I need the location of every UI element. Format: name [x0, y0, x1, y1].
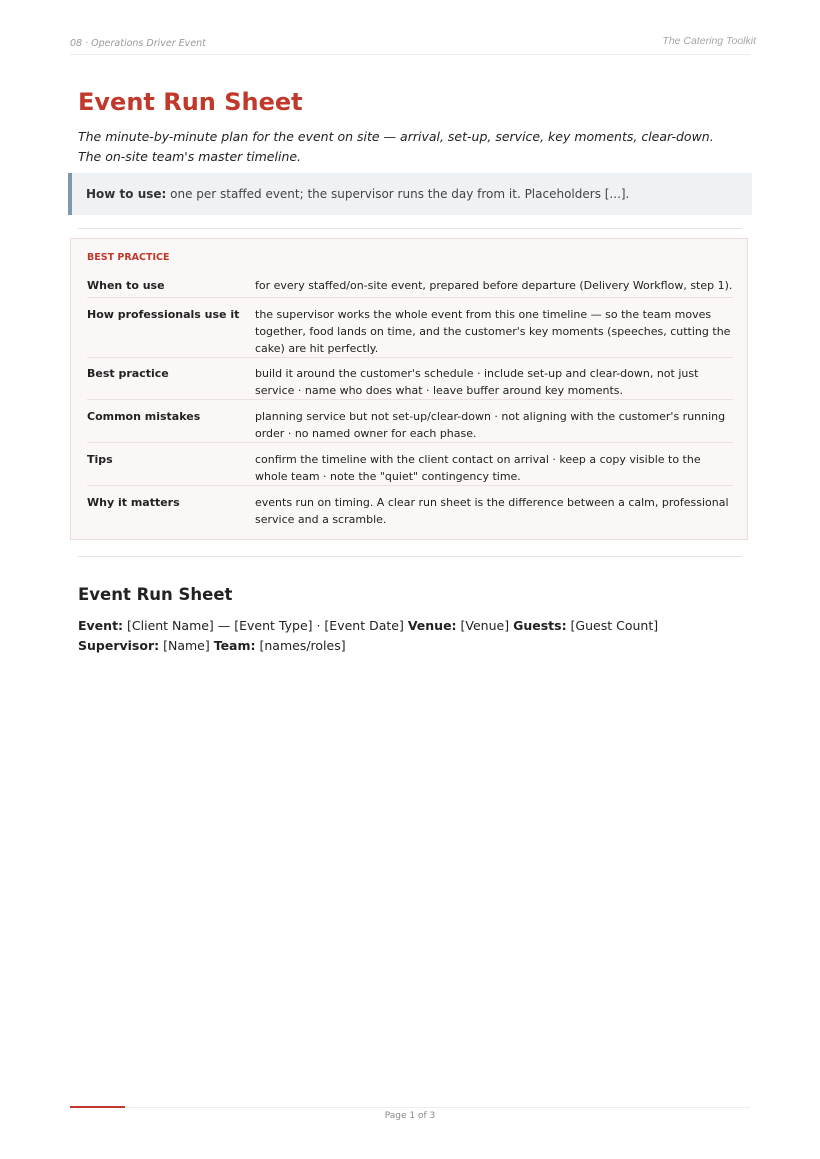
- footer-divider: [125, 1107, 750, 1108]
- footer-accent-bar: [70, 1106, 125, 1108]
- row-value: planning service but not set-up/clear-down · not aligning with the customer's running order · no named owner for each phase.: [255, 410, 726, 440]
- best-practice-row: [87, 451, 733, 486]
- how-to-text: one per staffed event; the supervisor runs the day from it. Placeholders [...].: [166, 187, 630, 201]
- venue-value: [Venue]: [456, 618, 514, 633]
- row-value: events run on timing. A clear run sheet is the difference between a calm, professional service and a scramble.: [255, 496, 729, 526]
- event-details: [78, 616, 742, 656]
- team-label: Team:: [213, 638, 256, 653]
- how-to-label: How to use:: [86, 187, 167, 201]
- row-value: for every staffed/on-site event, prepared before departure (Delivery Workflow, step 1).: [255, 279, 733, 292]
- row-value: build it around the customer's schedule · include set-up and clear-down, not just service · name who does what · leave buffer around key moments.: [255, 367, 699, 397]
- how-to-callout: [68, 173, 752, 215]
- row-value: confirm the timeline with the client contact on arrival · keep a copy visible to the whole team · note the "quiet" contingency time.: [255, 453, 701, 483]
- best-practice-row: [87, 365, 733, 400]
- section-divider: [78, 556, 742, 557]
- best-practice-row: [87, 494, 733, 528]
- row-value: the supervisor works the whole event from this one timeline — so the team moves together, food lands on time, and the customer's key moments (speeches, cutting the cake) are hit perfectly.: [255, 308, 731, 355]
- section-title: Event Run Sheet: [78, 585, 233, 604]
- running-header-right: The Catering Toolkit: [662, 35, 756, 47]
- best-practice-row: [87, 277, 733, 298]
- section-divider: [78, 228, 742, 229]
- row-key: When to use: [87, 279, 165, 292]
- guests-value: [Guest Count]: [566, 618, 659, 633]
- best-practice-row: [87, 306, 733, 358]
- running-header-left: 08 · Operations Driver Event: [70, 38, 206, 49]
- best-practice-panel: [70, 238, 748, 540]
- best-practice-row: [87, 408, 733, 443]
- row-key: Best practice: [87, 367, 169, 380]
- page-title: Event Run Sheet: [78, 88, 303, 116]
- row-key: Why it matters: [87, 496, 180, 509]
- row-key: Common mistakes: [87, 410, 201, 423]
- row-key: Tips: [87, 453, 113, 466]
- event-value: [Client Name] — [Event Type] · [Event Date]: [123, 618, 408, 633]
- venue-label: Venue:: [407, 618, 457, 633]
- row-key: How professionals use it: [87, 308, 240, 321]
- best-practice-label: BEST PRACTICE: [87, 252, 170, 263]
- event-label: Event:: [78, 618, 124, 633]
- header-divider: [70, 54, 750, 55]
- page-number: Page 1 of 3: [384, 1111, 436, 1121]
- page-subtitle: The minute-by-minute plan for the event on site — arrival, set-up, service, key moments, clear-down. The on-site team's master timeline.: [78, 129, 714, 164]
- guests-label: Guests:: [513, 618, 567, 633]
- team-value: [names/roles]: [255, 638, 346, 653]
- supervisor-label: Supervisor:: [78, 638, 160, 653]
- supervisor-value: [Name]: [159, 638, 214, 653]
